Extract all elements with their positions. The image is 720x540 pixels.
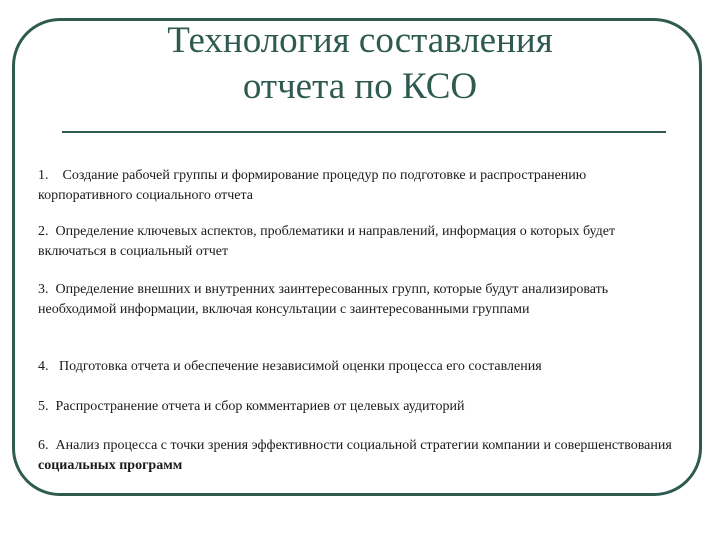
item-text: Анализ процесса с точки зрения эффективности социальной стратегии компании и совершенствования (55, 438, 672, 453)
item-number: 3. (38, 282, 49, 297)
item-text: Распространение отчета и сбор комментариев от целевых аудиторий (55, 399, 465, 414)
item-text: Определение внешних и внутренних заинтересованных групп, которые будут анализировать необходимой информации, включая консультации с заинтересованными группами (38, 282, 609, 317)
list-item (38, 397, 678, 417)
list-item (38, 280, 678, 320)
item-number: 5. (38, 399, 49, 414)
item-text: Создание рабочей группы и формирование процедур по подготовке и распространению корпоративного социального отчета (38, 168, 587, 203)
list-item (38, 222, 678, 262)
list-item (38, 436, 678, 476)
item-number: 1. (38, 168, 49, 183)
item-number: 6. (38, 438, 49, 453)
item-text: Подготовка отчета и обеспечение независимой оценки процесса его составления (59, 359, 542, 374)
item-bold-text: социальных программ (38, 458, 183, 473)
item-text: Определение ключевых аспектов, проблематики и направлений, информация о которых будет включаться в социальный отчет (38, 224, 616, 259)
list-item (38, 357, 678, 377)
title-divider (62, 131, 666, 133)
item-number: 2. (38, 224, 49, 239)
slide-title: Технология составления отчета по КСО (167, 20, 553, 107)
list-item (38, 166, 678, 206)
item-number: 4. (38, 359, 49, 374)
